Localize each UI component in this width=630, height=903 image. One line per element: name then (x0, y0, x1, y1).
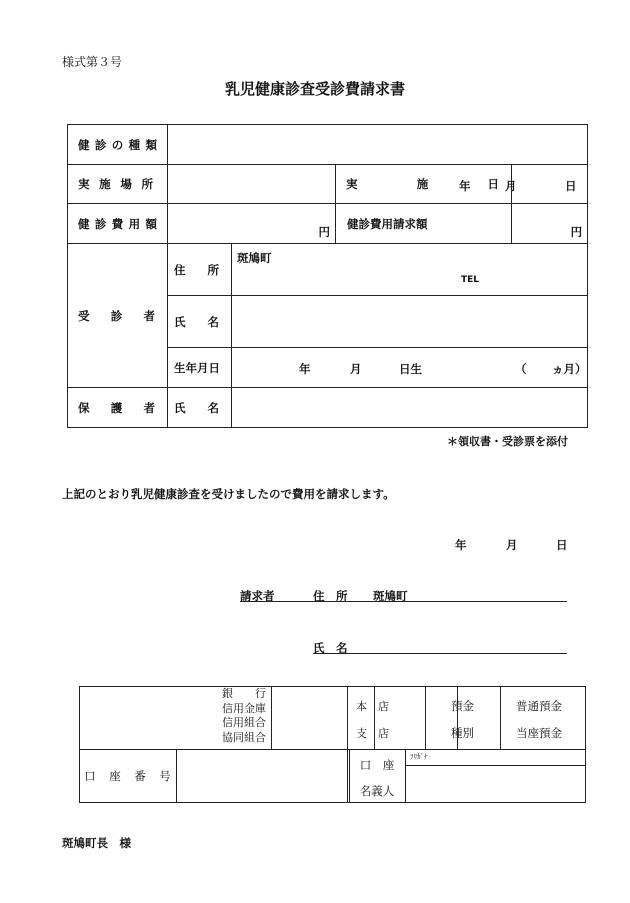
addressee: 斑鳩町長 様 (62, 836, 131, 850)
patient-address-label: 住 所 (168, 244, 232, 296)
deposit-type-options[interactable]: 普通預金 当座預金 (501, 687, 586, 750)
deposit-type-label: 預金 種別 (426, 687, 501, 750)
guardian-name-field[interactable] (232, 388, 588, 428)
kenshin-type-field[interactable] (168, 125, 588, 165)
account-number-field[interactable] (177, 750, 348, 803)
patient-name-label: 氏 名 (168, 296, 232, 348)
form-number: 様式第３号 (62, 55, 123, 69)
guardian-label: 保 護 者 (68, 388, 168, 428)
cost-field[interactable]: 円 (168, 204, 336, 244)
claim-statement: 上記のとおり乳児健康診査を受けましたので費用を請求します。 (62, 487, 395, 501)
kenshin-type-label: 健 診 の 種 類 (68, 125, 168, 165)
patient-name-field[interactable] (232, 296, 588, 348)
patient-address-field[interactable]: 斑鳩町 TEL (232, 244, 588, 296)
request-date-day: 日 (556, 538, 568, 552)
claim-amount-label: 健診費用請求額 (336, 204, 512, 244)
bank-type-list: 銀 行 信用金庫 信用組合 協同組合 (222, 687, 266, 744)
claim-table (67, 124, 588, 428)
venue-field[interactable] (168, 165, 336, 204)
claimant-address-value: 斑鳩町 (373, 589, 408, 603)
claimant-label: 請求者 (240, 589, 275, 603)
patient-label: 受 診 者 (68, 244, 168, 388)
bank-type-cell[interactable] (80, 687, 348, 750)
impl-date-field[interactable]: 年 月 日 (512, 165, 588, 204)
furigana-label: ﾌﾘｶﾞﾅ (410, 753, 428, 761)
claim-amount-field[interactable]: 円 (512, 204, 588, 244)
claimant-name-label: 氏 名 (313, 641, 348, 655)
page-title: 乳児健康診査受診費請求書 (224, 80, 405, 98)
request-date-year: 年 (455, 538, 467, 552)
bank-table (79, 686, 586, 803)
venue-label: 実 施 場 所 (68, 165, 168, 204)
claimant-address-label: 住 所 (313, 589, 348, 603)
request-date-month: 月 (506, 538, 518, 552)
dob-label: 生年月日 (168, 348, 232, 388)
guardian-name-label: 氏 名 (168, 388, 232, 428)
impl-date-label: 実 施 日 (336, 165, 512, 204)
claimant-name-line[interactable] (313, 653, 567, 654)
account-number-label: 口 座 番 号 (80, 750, 177, 803)
attachment-note: ＊領収書・受診票を添付 (447, 435, 568, 448)
claimant-address-line[interactable] (240, 601, 567, 602)
dob-field[interactable]: 年 月 日生 （ ヵ月） (232, 348, 588, 388)
branch-cell[interactable]: 本 店 支 店 (348, 687, 426, 750)
cost-label: 健 診 費 用 額 (68, 204, 168, 244)
account-holder-cell[interactable]: 口 座 名義人 ﾌﾘｶﾞﾅ (348, 750, 586, 803)
